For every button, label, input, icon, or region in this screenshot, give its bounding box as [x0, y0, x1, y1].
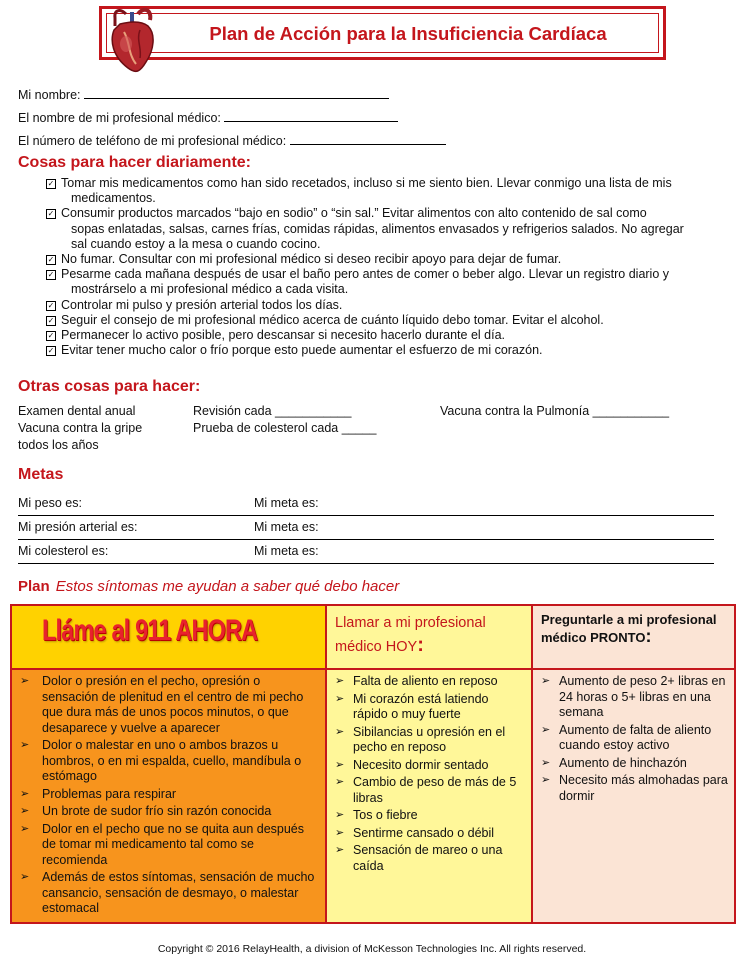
provider-phone-field[interactable]	[18, 132, 446, 148]
column-header	[12, 606, 325, 670]
symptom-list	[539, 674, 728, 806]
list-item: ➢ Cambio de peso de más de 5 libras	[333, 775, 525, 806]
symptom-list	[333, 674, 525, 876]
list-item: ➢ Mi corazón está latiendo rápido o muy fuerte	[333, 692, 525, 723]
symptom-plan-table	[10, 604, 736, 924]
checkbox-checked-icon: ✓	[47, 270, 55, 280]
list-item: ✓ Pesarme cada mañana después de usar el baño pero antes de comer o beber algo. Llevar un registro diario y mostrárselo a mi profesional médico a cada visita.	[47, 267, 670, 297]
call-provider-today-heading: Llamar a mi profesional médico HOY:	[335, 615, 486, 656]
checkbox-checked-icon: ✓	[47, 300, 55, 310]
list-item: ➢ Sentirme cansado o débil	[333, 826, 525, 842]
goal-target: Mi meta es:	[254, 496, 319, 510]
plan-heading	[18, 578, 399, 595]
column-header	[533, 606, 734, 670]
goal-row-cholesterol[interactable]	[18, 539, 714, 564]
list-item: ✓ Consumir productos marcados “bajo en sodio” o “sin sal.” Evitar alimentos con alto contenido de sal como sopas enlatadas, salsas, carnes frías, comidas rápidas, alimentos envasados y refrigerios salados. No agregar sal cuando estoy a la mesa o cuando cocino.	[47, 206, 684, 251]
checkbox-checked-icon: ✓	[47, 346, 55, 356]
name-label: Mi nombre:	[18, 88, 81, 102]
list-item: ➢ Sensación de mareo o una caída	[333, 843, 525, 874]
list-item: ➢ Dolor o presión en el pecho, opresión o sensación de plenitud en el centro de mi pecho que dura más de unos pocos minutos, o que desaparece y vuelve a aparecer	[18, 674, 319, 736]
daily-heading: Cosas para hacer diariamente:	[18, 154, 251, 171]
heart-icon	[106, 4, 160, 76]
checkbox-checked-icon: ✓	[47, 255, 55, 265]
symptom-list	[18, 674, 319, 919]
other-heading: Otras cosas para hacer:	[18, 378, 201, 395]
list-item: ➢ Dolor en el pecho que no se quita aun después de tomar mi medicamento tal como se recomienda	[18, 822, 319, 869]
pneumonia-vaccine-item: Vacuna contra la Pulmonía ___________	[440, 404, 670, 418]
list-item: ➢ Aumento de falta de aliento cuando estoy activo	[539, 723, 728, 754]
goal-row-weight[interactable]	[18, 491, 714, 516]
list-item: ➢ Problemas para respirar	[18, 787, 319, 803]
call-provider-today-column	[327, 606, 533, 922]
checkbox-checked-icon: ✓	[47, 331, 55, 341]
flu-vaccine-item: Vacuna contra la gripe	[18, 421, 143, 435]
list-item: ➢ Aumento de peso 2+ libras en 24 horas o 5+ libras en una semana	[539, 674, 728, 721]
goal-row-blood-pressure[interactable]	[18, 515, 714, 540]
call-911-column	[12, 606, 327, 922]
list-item: ➢ Además de estos síntomas, sensación de mucho cansancio, sensación de desmayo, o malestar estomacal	[18, 870, 319, 917]
provider-name-field[interactable]	[18, 109, 398, 125]
dental-exam-item: Examen dental anual	[18, 404, 136, 418]
goal-target: Mi meta es:	[254, 544, 319, 558]
goal-label: Mi presión arterial es:	[18, 520, 138, 534]
provider-phone-label: El número de teléfono de mi profesional médico:	[18, 134, 287, 148]
list-item: ➢ Necesito dormir sentado	[333, 758, 525, 774]
ask-provider-soon-column	[533, 606, 734, 922]
list-item: ✓ Controlar mi pulso y presión arterial todos los días.	[47, 297, 343, 312]
list-item: ➢ Necesito más almohadas para dormir	[539, 773, 728, 804]
daily-list	[46, 176, 726, 358]
list-item: ➢ Un brote de sudor frío sin razón conocida	[18, 804, 319, 820]
name-field[interactable]	[18, 86, 389, 102]
plan-title: Plan	[18, 578, 50, 595]
cholesterol-test-item: Prueba de colesterol cada _____	[193, 421, 377, 435]
call-911-heading: Lláme al 911 AHORA	[42, 614, 258, 647]
list-item: ✓ Permanecer lo activo posible, pero descansar si necesito hacerlo durante el día.	[47, 328, 506, 343]
checkbox-checked-icon: ✓	[47, 315, 55, 325]
list-item: ✓ Evitar tener mucho calor o frío porque esto puede aumentar el esfuerzo de mi corazón.	[47, 343, 543, 358]
list-item: ➢ Tos o fiebre	[333, 808, 525, 824]
list-item: ➢ Aumento de hinchazón	[539, 756, 728, 772]
goal-target: Mi meta es:	[254, 520, 319, 534]
list-item: ➢ Falta de aliento en reposo	[333, 674, 525, 690]
goals-heading: Metas	[18, 466, 64, 483]
checkbox-checked-icon: ✓	[47, 209, 55, 219]
list-item: ✓ Seguir el consejo de mi profesional médico acerca de cuánto líquido debo tomar. Evitar el alcohol.	[47, 312, 604, 327]
copyright-footer: Copyright © 2016 RelayHealth, a division of McKesson Technologies Inc. All rights reserved.	[157, 943, 587, 955]
provider-name-label: El nombre de mi profesional médico:	[18, 111, 221, 125]
page-title: Plan de Acción para la Insuficiencia Cardíaca	[209, 23, 607, 44]
list-item: ➢ Dolor o malestar en uno o ambos brazos u hombros, o en mi espalda, cuello, mandíbula o estómago	[18, 738, 319, 785]
flu-vaccine-item-cont: todos los años	[18, 438, 99, 452]
checkbox-checked-icon: ✓	[47, 179, 55, 188]
column-header	[327, 606, 531, 670]
list-item: ✓ Tomar mis medicamentos como han sido recetados, incluso si me siento bien. Llevar conmigo una lista de mis medicamentos.	[47, 176, 672, 206]
ask-provider-soon-heading: Preguntarle a mi profesional médico PRONTO:	[541, 612, 717, 646]
list-item: ➢ Sibilancias u opresión en el pecho en reposo	[333, 725, 525, 756]
plan-subtitle: Estos síntomas me ayudan a saber qué debo hacer	[55, 578, 400, 595]
list-item: ✓ No fumar. Consultar con mi profesional médico si deseo recibir apoyo para dejar de fumar.	[47, 252, 562, 267]
goal-label: Mi peso es:	[18, 496, 82, 510]
review-item: Revisión cada ___________	[193, 404, 352, 418]
goal-label: Mi colesterol es:	[18, 544, 109, 558]
